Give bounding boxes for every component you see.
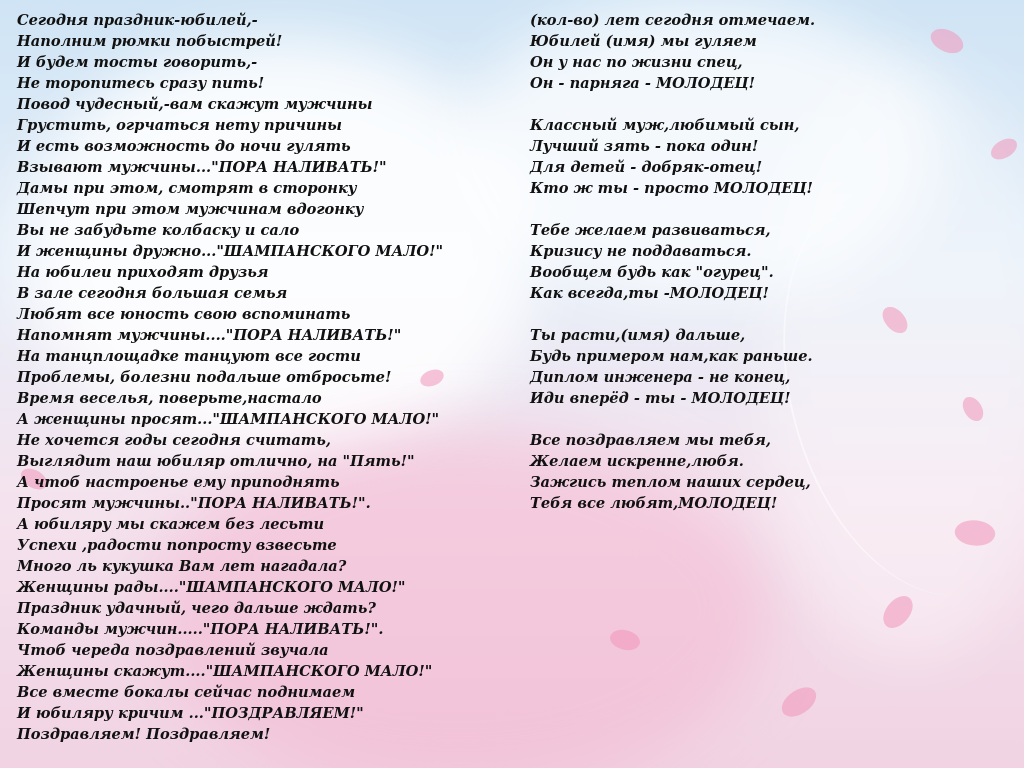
poem-line: Любят все юность свою вспоминать: [17, 306, 351, 323]
stanza-line: Как всегда,ты -МОЛОДЕЦ!: [530, 285, 769, 302]
stanza-line: Для детей - добряк-отец!: [530, 159, 763, 176]
poem-line: Поздравляем! Поздравляем!: [17, 726, 271, 743]
poem-line: Проблемы, болезни подальше отбросьте!: [17, 369, 392, 386]
poem-line: Просят мужчины.."ПОРА НАЛИВАТЬ!".: [17, 495, 371, 512]
poem-line: И будем тосты говорить,-: [17, 54, 258, 71]
poem-line: Успехи ,радости попросту взвесьте: [17, 537, 337, 554]
stanza-line: Желаем искренне,любя.: [530, 453, 744, 470]
poem-line: Дамы при этом, смотрят в сторонку: [17, 180, 357, 197]
stanza-line: Зажгись теплом наших сердец,: [530, 474, 811, 491]
stanza-line: Кто ж ты - просто МОЛОДЕЦ!: [530, 180, 813, 197]
poem-line: А юбиляру мы скажем без лесьти: [17, 516, 325, 533]
petal-decoration: [777, 683, 822, 721]
poem-line: Время веселья, поверьте,настало: [17, 390, 322, 407]
poem-line: Наполним рюмки побыстрей!: [17, 33, 283, 50]
poem-line: Шепчут при этом мужчинам вдогонку: [17, 201, 364, 218]
poem-line: В зале сегодня большая семья: [17, 285, 288, 302]
poem-line: На танцплощадке танцуют все гости: [17, 348, 361, 365]
stanza-line: Вообщем будь как "огурец".: [530, 264, 774, 281]
poem-line: Все вместе бокалы сейчас поднимаем: [17, 684, 356, 701]
poem-line: А женщины просят..."ШАМПАНСКОГО МАЛО!": [17, 411, 440, 428]
stanza-line: Будь примером нам,как раньше.: [530, 348, 813, 365]
stanza-gap: [530, 199, 970, 220]
poem-line: И юбиляру кричим ..."ПОЗДРАВЛЯЕМ!": [17, 705, 364, 722]
poem-line: Не торопитесь сразу пить!: [17, 75, 265, 92]
poem-line: Сегодня праздник-юбилей,-: [17, 12, 258, 29]
poem-line: Не хочется годы сегодня считать,: [17, 432, 331, 449]
poem-line: На юбилеи приходят друзья: [17, 264, 269, 281]
poem-line: Чтоб череда поздравлений звучала: [17, 642, 329, 659]
stanza-gap: [530, 409, 970, 430]
poem-line: А чтоб настроенье ему приподнять: [17, 474, 340, 491]
stanza-line: Тебя все любят,МОЛОДЕЦ!: [530, 495, 778, 512]
poem-line: Праздник удачный, чего дальше ждать?: [17, 600, 376, 617]
stanza-line: Юбилей (имя) мы гуляем: [530, 33, 757, 50]
poem-left-column: [17, 10, 497, 745]
stanza-gap: [530, 304, 970, 325]
stanza-line: Тебе желаем развиваться,: [530, 222, 771, 239]
stanza-line: Диплом инженера - не конец,: [530, 369, 791, 386]
poem-line: Напомнят мужчины...."ПОРА НАЛИВАТЬ!": [17, 327, 402, 344]
stanza-line: Он - парняга - МОЛОДЕЦ!: [530, 75, 756, 92]
poem-line: Женщины рады...."ШАМПАНСКОГО МАЛО!": [17, 579, 406, 596]
stanza-line: Все поздравляем мы тебя,: [530, 432, 771, 449]
stanza-line: Классный муж,любимый сын,: [530, 117, 800, 134]
poem-line: Команды мужчин....."ПОРА НАЛИВАТЬ!".: [17, 621, 384, 638]
poem-line: Грустить, огрчаться нету причины: [17, 117, 342, 134]
poem-line: Взывают мужчины..."ПОРА НАЛИВАТЬ!": [17, 159, 387, 176]
stanza-line: Иди вперёд - ты - МОЛОДЕЦ!: [530, 390, 791, 407]
stanza-line: Лучший зять - пока один!: [530, 138, 759, 155]
poem-line: Женщины скажут...."ШАМПАНСКОГО МАЛО!": [17, 663, 433, 680]
poem-line: Повод чудесный,-вам скажут мужчины: [17, 96, 373, 113]
poem-right-column: [530, 10, 970, 514]
stanza-gap: [530, 94, 970, 115]
poem-line: И женщины дружно..."ШАМПАНСКОГО МАЛО!": [17, 243, 444, 260]
stanza-line: Он у нас по жизни спец,: [530, 54, 743, 71]
poem-line: И есть возможность до ночи гулять: [17, 138, 351, 155]
poem-line: Вы не забудьте колбаску и сало: [17, 222, 300, 239]
stanza-line: Ты расти,(имя) дальше,: [530, 327, 746, 344]
poem-line: Много ль кукушка Вам лет нагадала?: [17, 558, 347, 575]
stanza-line: (кол-во) лет сегодня отмечаем.: [530, 12, 816, 29]
stanza-line: Кризису не поддаваться.: [530, 243, 752, 260]
poem-line: Выглядит наш юбиляр отлично, на "Пять!": [17, 453, 415, 470]
